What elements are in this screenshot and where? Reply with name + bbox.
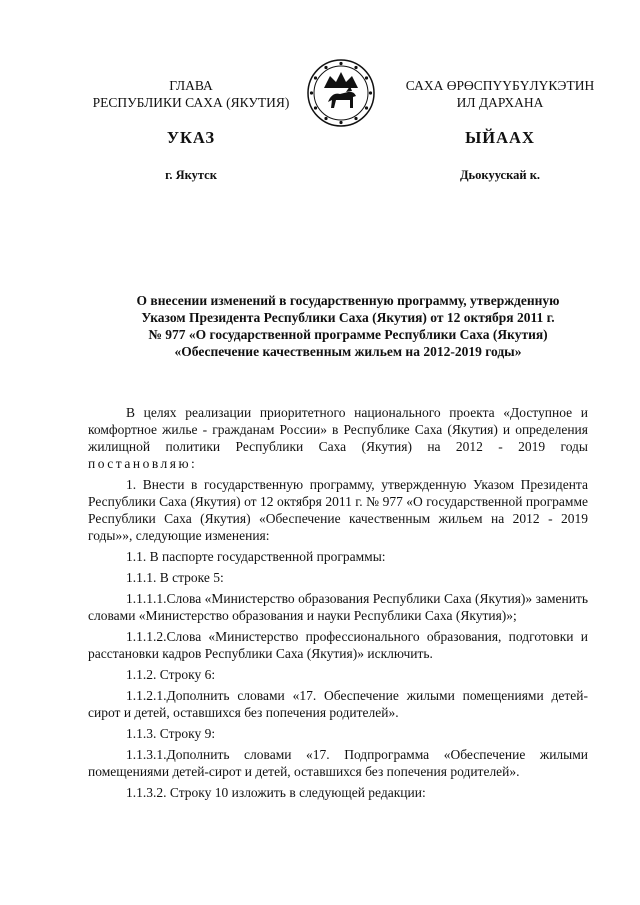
header-left <box>86 77 296 111</box>
header-left-line2: РЕСПУБЛИКИ САХА (ЯКУТИЯ) <box>92 95 290 110</box>
paragraph-1-1-1-2: 1.1.1.2.Слова «Министерство профессионального образования, подготовки и расстановки кадров Республики Саха (Якутия)» исключить. <box>88 629 588 661</box>
paragraph-1: 1. Внести в государственную программу, утвержденную Указом Президента Республики Саха (Якутия) от 12 октября 2011 г. № 977 «О государственной программе Республики Саха (Якутия) «Обеспечение качественным жильем на 2012 - 2019 годы»», следующие изменения: <box>88 477 588 543</box>
title-ukaz: УКАЗ <box>166 128 216 147</box>
paragraph-1-1-2-1: 1.1.2.1.Дополнить словами «17. Обеспечение жилыми помещениями детей-сирот и детей, оставшихся без попечения родителей». <box>88 688 588 720</box>
header-right-line2: ИЛ ДАРХАНА <box>456 95 544 110</box>
header-left-line1: ГЛАВА <box>169 78 213 93</box>
paragraph-1-1-3: 1.1.3. Строку 9: <box>126 726 216 741</box>
coat-of-arms-emblem <box>306 58 376 128</box>
preamble-text: В целях реализации приоритетного национального проекта «Доступное и комфортное жилье - гражданам России» в Республике Саха (Якутия) и определения жилищной политики Республики Саха (Якутия) на 2012 - 2019 годы <box>88 405 588 454</box>
paragraph-1-1-2: 1.1.2. Строку 6: <box>126 667 216 682</box>
city-right: Дьокуускай к. <box>459 168 541 182</box>
paragraph-1-1-1: 1.1.1. В строке 5: <box>126 570 224 585</box>
header-right <box>385 77 615 111</box>
paragraph-1-1: 1.1. В паспорте государственной программы: <box>126 549 386 564</box>
paragraph-preamble <box>88 404 588 472</box>
paragraph-1-1-3-2: 1.1.3.2. Строку 10 изложить в следующей редакции: <box>126 785 426 800</box>
header-right-line1: САХА ӨРӨСПҮҮБҮЛҮКЭТИН <box>405 78 595 93</box>
decree-word: постановляю: <box>88 456 198 471</box>
document-body <box>88 404 588 805</box>
heading-line4: «Обеспечение качественным жильем на 2012-2019 годы» <box>174 344 522 359</box>
heading-line1: О внесении изменений в государственную программу, утвержденную <box>136 293 560 308</box>
paragraph-1-1-1-1: 1.1.1.1.Слова «Министерство образования Республики Саха (Якутия)» заменить словами «Министерство образования и науки Республики Саха (Якутия)»; <box>88 591 588 623</box>
city-left: г. Якутск <box>165 168 217 182</box>
title-yyaakh: ЫЙААХ <box>465 128 535 147</box>
paragraph-1-1-3-1: 1.1.3.1.Дополнить словами «17. Подпрограмма «Обеспечение жилыми помещениями детей-сирот и детей, оставшихся без попечения родителей». <box>88 747 588 779</box>
heading-line2: Указом Президента Республики Саха (Якутия) от 12 октября 2011 г. <box>141 310 555 325</box>
document-heading <box>88 292 608 360</box>
heading-line3: № 977 «О государственной программе Республики Саха (Якутия) <box>148 327 548 342</box>
